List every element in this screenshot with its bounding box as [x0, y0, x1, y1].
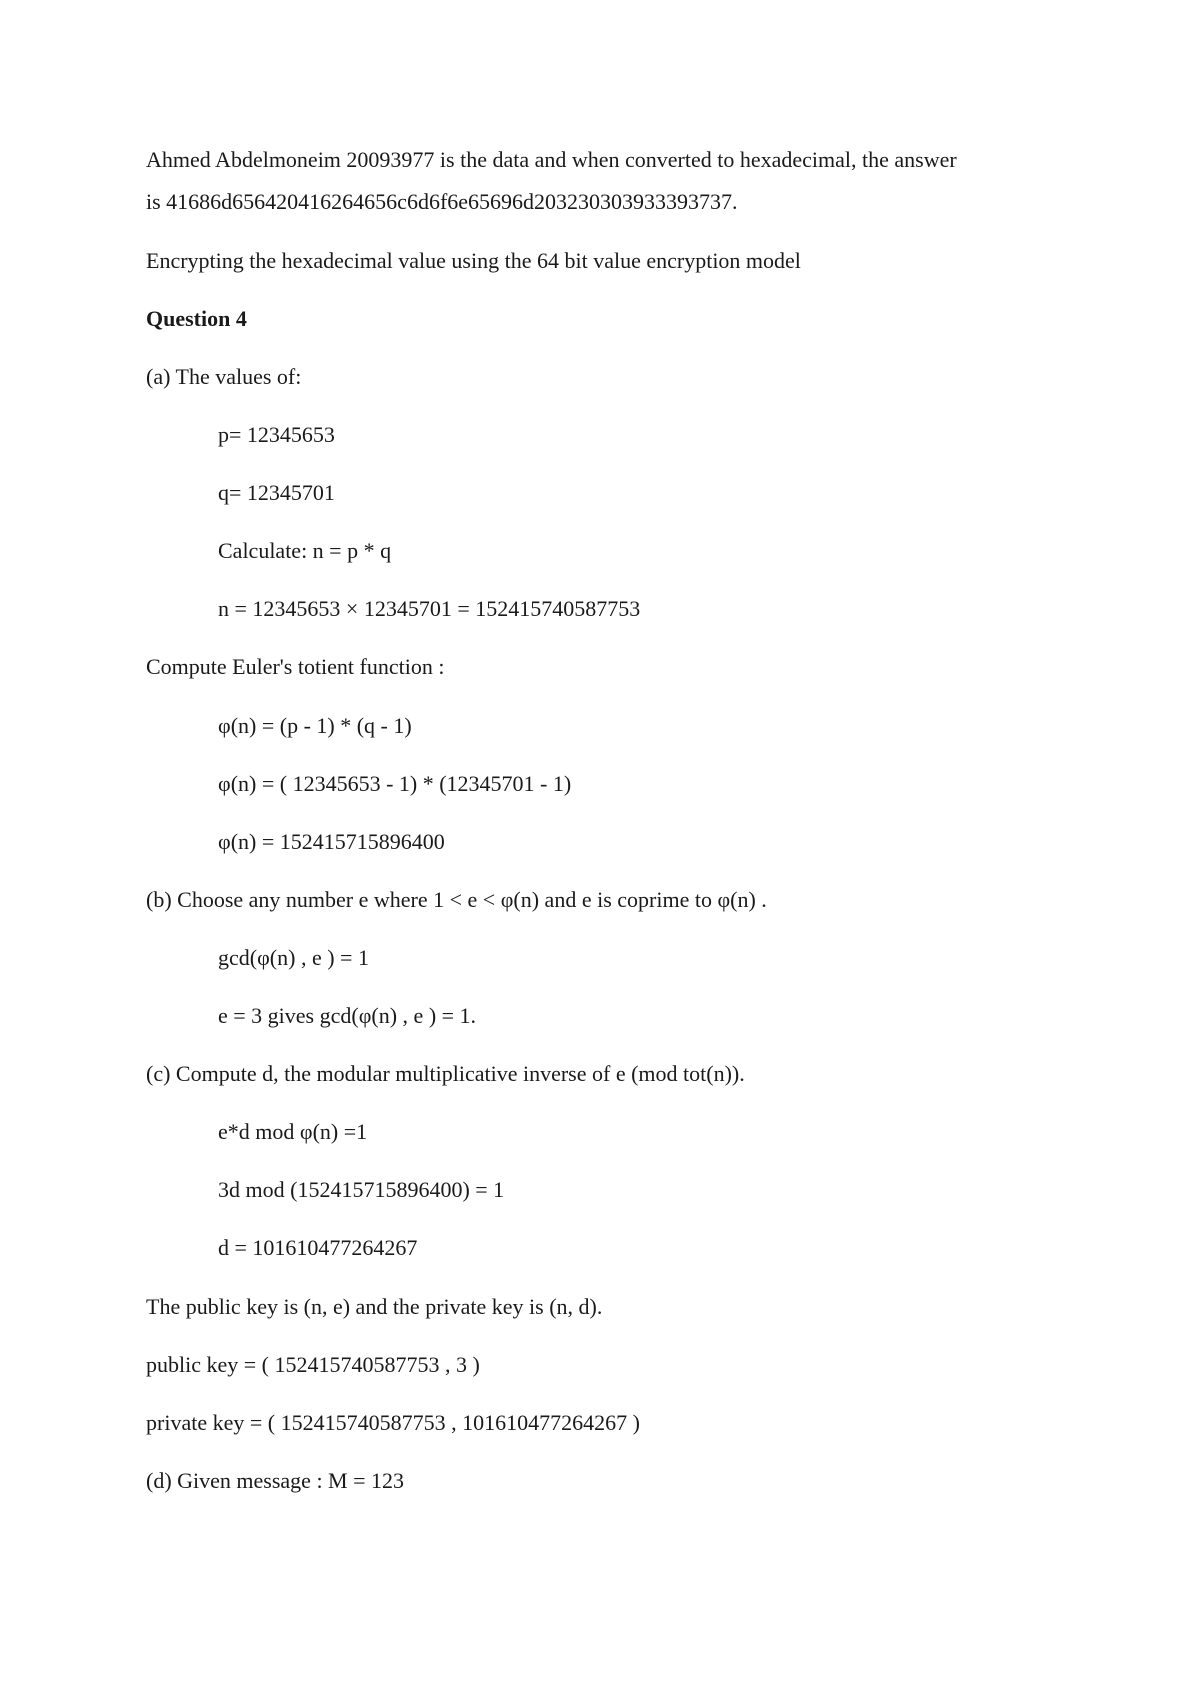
part-c-label: (c) Compute d, the modular multiplicative inverse of e (mod tot(n)). [146, 1061, 745, 1086]
q-value: q= 12345701 [218, 480, 335, 505]
gcd-formula: gcd(φ(n) , e ) = 1 [218, 945, 369, 970]
phi-substituted: φ(n) = ( 12345653 - 1) * (12345701 - 1) [218, 771, 572, 796]
question-heading: Question 4 [146, 306, 247, 331]
d-result: d = 101610477264267 [218, 1235, 418, 1260]
public-key: public key = ( 152415740587753 , 3 ) [146, 1352, 480, 1377]
e-choice: e = 3 gives gcd(φ(n) , e ) = 1. [218, 1003, 477, 1028]
part-a-label: (a) The values of: [146, 364, 302, 389]
part-d-label: (d) Given message : M = 123 [146, 1468, 405, 1493]
phi-result: φ(n) = 152415715896400 [218, 829, 445, 854]
encrypting-paragraph: Encrypting the hexadecimal value using the 64 bit value encryption model [146, 248, 801, 273]
totient-intro: Compute Euler's totient function : [146, 654, 445, 679]
calculate-n: Calculate: n = p * q [218, 538, 392, 563]
phi-formula: φ(n) = (p - 1) * (q - 1) [218, 713, 412, 738]
intro-line-2: is 41686d656420416264656c6d6f6e65696d203230303933393737. [146, 189, 738, 214]
n-result: n = 12345653 × 12345701 = 152415740587753 [218, 596, 641, 621]
ed-substituted: 3d mod (152415715896400) = 1 [218, 1177, 505, 1202]
part-b-label: (b) Choose any number e where 1 < e < φ(n) and e is coprime to φ(n) . [146, 887, 767, 912]
keys-intro: The public key is (n, e) and the private key is (n, d). [146, 1294, 603, 1319]
intro-line-1: Ahmed Abdelmoneim 20093977 is the data and when converted to hexadecimal, the answer [146, 147, 957, 172]
ed-formula: e*d mod φ(n) =1 [218, 1119, 368, 1144]
private-key: private key = ( 152415740587753 , 101610477264267 ) [146, 1410, 640, 1435]
p-value: p= 12345653 [218, 422, 335, 447]
